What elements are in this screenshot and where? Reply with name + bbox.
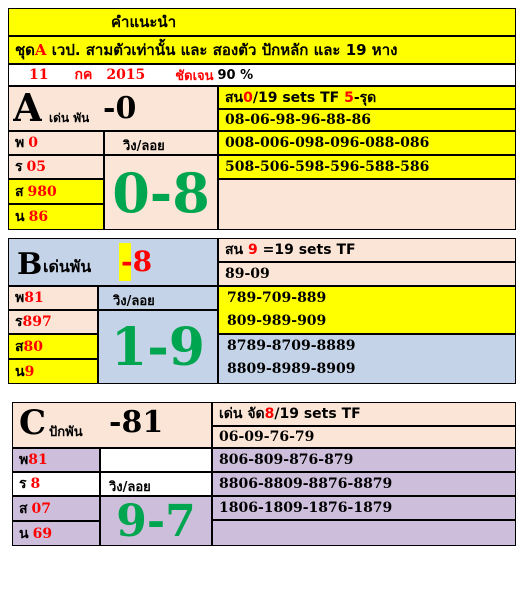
section-c-play-label: ปักพัน [49,425,83,440]
subtitle-prefix: ชุด [15,41,35,59]
b-sets-prefix: สน [225,242,248,258]
section-a-letter: A [13,85,43,130]
section-c-empty-cell [212,520,516,546]
header-subtitle-cell [8,36,516,64]
section-a-n-cell [8,204,104,230]
section-c-big-cell [100,496,212,546]
c-sets-prefix: เด่น จัด [219,406,265,422]
section-b-title-cell [8,238,218,286]
a-r-value: 05 [26,159,47,175]
section-b-line1: 89-09 [225,266,270,282]
section-b-play-value-text: -8 [121,245,153,278]
a-sets-prefix: สน [225,89,244,106]
section-b-big: 1-9 [111,316,205,378]
section-b-p-cell [8,286,98,310]
section-b-n-cell [8,359,98,384]
c-p-label: พ [19,452,29,468]
section-c-line1: 06-09-76-79 [219,429,315,445]
b-s-label: ส [15,338,24,355]
section-a-line1: 08-06-98-96-88-86 [225,112,371,128]
section-a-line2-cell [218,131,516,155]
section-a-wing-cell [104,131,218,155]
section-b-play-label: เด่นพัน [43,257,92,276]
header-title: คำแนะนำ [111,13,177,31]
section-b-r-cell [8,310,98,334]
section-b-line5: 8809-8989-8909 [227,361,356,377]
b-r-label: ร [15,314,23,330]
section-c-wing-cell [100,472,212,496]
section-b-line2: 789-709-889 [227,290,327,306]
section-b-sets [225,239,356,261]
header-title-cell [8,8,516,36]
c-sets-rest: /19 sets TF [274,406,361,422]
a-p-value: 0 [28,135,38,151]
a-sets-mid: /19 sets TF [252,89,345,106]
section-b-line45-cell [218,334,516,384]
section-b-letter: B [17,247,43,282]
b-wing-label: วิง/ลอย [113,294,155,309]
a-s-value: 980 [27,183,57,200]
c-n-label: น [19,525,29,542]
c-r-label: ร [19,476,27,492]
section-b-line23-cell [218,286,516,334]
b-p-value: 81 [24,290,44,306]
a-sets-red1: 0 [243,89,253,106]
section-c-line4: 1806-1809-1876-1879 [219,500,393,516]
section-c-sets [219,403,361,425]
c-p-value: 81 [28,452,48,468]
header-date-cell [8,64,516,86]
b-sets-red: 9 [248,242,258,258]
section-b-line3: 809-989-909 [227,313,327,329]
subtitle-letter: A [34,41,47,59]
section-b-big-cell [98,310,218,384]
section-b-line4: 8789-8709-8889 [227,338,356,354]
section-a-line3: 508-506-598-596-588-586 [225,159,430,175]
b-n-label: น [15,363,25,380]
section-c-line2: 806-809-876-879 [219,452,354,468]
header-subtitle [15,38,397,62]
a-s-label: ส [15,183,24,200]
a-n-value: 86 [28,209,49,225]
section-a-sets [225,87,376,109]
b-r-value: 897 [22,314,52,330]
section-c-line1-cell [212,426,516,448]
section-c-s-cell [12,496,100,521]
section-c-line3-cell [212,472,516,496]
section-c-play-value: -81 [109,405,164,440]
section-a-play-value: -0 [103,91,137,126]
a-wing-label: วิง/ลอย [123,139,165,154]
c-s-label: ส [19,500,28,517]
c-n-value: 69 [32,525,53,542]
section-a-big: 0-8 [112,160,210,225]
c-wing-label: วิง/ลอย [109,480,151,495]
section-a-p-cell [8,131,104,155]
section-b-play-value [121,245,152,278]
section-c-line3: 8806-8809-8876-8879 [219,476,393,492]
section-c-sets-cell [212,402,516,426]
date-day: 11 [29,67,49,83]
a-sets-red2: 5 [344,89,354,106]
section-c-blank-cell [100,448,212,472]
section-a-empty-cell [218,179,516,230]
section-c-line2-cell [212,448,516,472]
section-b-wing-cell [98,286,218,310]
section-a-sets-cell [218,86,516,109]
section-b-s-cell [8,334,98,359]
a-p-label: พ [15,135,25,151]
section-c-line4-cell [212,496,516,520]
section-c-p-cell [12,448,100,472]
a-r-label: ร [15,159,23,175]
section-a-title-cell [8,86,218,131]
section-c-r-cell [12,472,100,496]
date-year: 2015 [106,67,146,83]
b-p-label: พ [15,290,25,306]
c-sets-red: 8 [264,406,275,422]
section-a-line2: 008-006-098-096-088-086 [225,135,430,151]
section-a-play-label: เด่น พัน [49,111,90,125]
section-a-r-cell [8,155,104,179]
section-a-s-cell [8,179,104,204]
section-c-title-cell [12,402,212,448]
subtitle-rest: เวป. สามตัวเท่านั้น และ สองตัว ปักหลัก และ 19 หาง [46,41,398,59]
section-a-line1-cell [218,109,516,131]
b-s-value: 80 [23,338,44,355]
a-sets-suffix: -รุด [353,89,377,106]
section-a-line3-cell [218,155,516,179]
a-n-label: น [15,209,25,225]
section-c-big: 9-7 [116,495,196,547]
c-r-value: 8 [30,476,41,492]
clarity-value: 90 % [217,67,254,83]
b-n-value: 9 [24,363,35,380]
section-b-sets-cell [218,238,516,262]
c-s-value: 07 [31,500,52,517]
b-sets-rest: =19 sets TF [257,242,356,258]
section-c-n-cell [12,521,100,546]
section-b-line1-cell [218,262,516,286]
clarity-label: ชัดเจน [175,68,214,84]
section-c-letter: C [19,403,47,443]
date-month: กค [74,67,93,83]
section-a-big-cell [104,155,218,230]
